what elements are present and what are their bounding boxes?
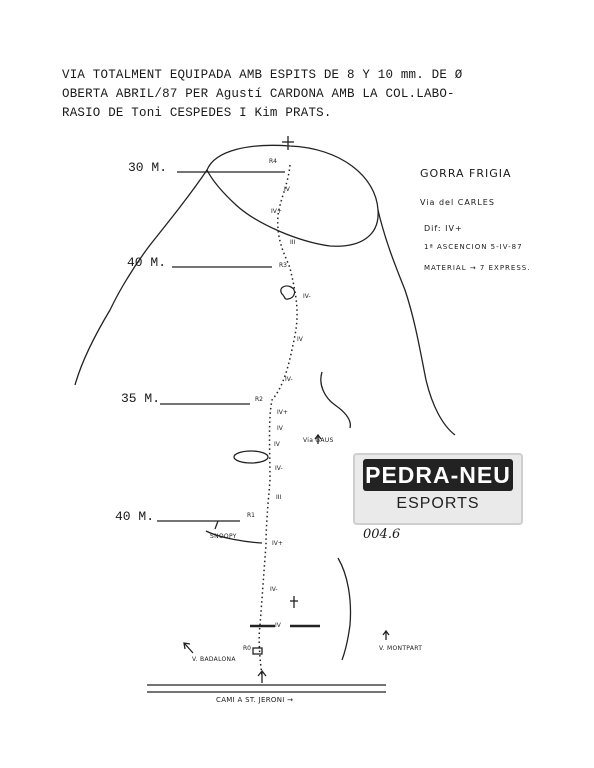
grade-label: IV+: [272, 540, 283, 547]
belay-r3: R3: [279, 262, 287, 269]
grade-label: IV-: [285, 376, 293, 383]
grade-label: IV: [274, 441, 280, 448]
grade-label: IV+: [271, 208, 282, 215]
grade-label: IV-: [270, 586, 278, 593]
belay-r0: R0: [243, 645, 251, 652]
pitch-length-1: 40 M.: [115, 509, 155, 524]
grade-label: III: [276, 494, 282, 501]
description-line-3: RASIO DE Toni CESPEDES I Kim PRATS.: [62, 106, 332, 120]
grade-label: IV: [284, 186, 290, 193]
path-label: CAMI A ST. JERONI →: [216, 696, 294, 704]
snoopy-label: SNOOPY: [210, 533, 237, 540]
first-ascent: 1ª ASCENCION 5-IV-87: [424, 243, 523, 251]
pedra-neu-logo: [353, 453, 523, 525]
belay-r1: R1: [247, 512, 255, 519]
grade-label: IV-: [275, 465, 283, 472]
belay-r4: R4: [269, 158, 277, 165]
summit-outline: [207, 145, 378, 246]
grade-label: IV-: [303, 293, 311, 300]
v-montpart-label: V. MONTPART: [379, 645, 423, 652]
logo-subtitle: ESPORTS: [396, 495, 480, 512]
pitch-length-2: 35 M.: [121, 391, 161, 406]
v-badalona-label: V. BADALONA: [192, 656, 236, 663]
description-line-1: VIA TOTALMENT EQUIPADA AMB ESPITS DE 8 Y 10 mm. DE Ø: [62, 68, 463, 82]
via-gaus-label: Via GAUS: [303, 437, 334, 444]
belay-r2: R2: [255, 396, 263, 403]
route-name: GORRA FRIGIA: [420, 167, 512, 180]
route-difficulty: Dif: IV+: [424, 224, 463, 233]
pitch-length-4: 30 M.: [128, 160, 168, 175]
grade-label: IV: [277, 425, 283, 432]
left-wall-outline: [75, 170, 207, 385]
logo-brand: PEDRA-NEU: [363, 459, 513, 491]
material: MATERIAL → 7 EXPRESS.: [424, 264, 531, 272]
grade-label: IV: [297, 336, 303, 343]
grade-label: IV+: [277, 409, 288, 416]
description-line-2: OBERTA ABRIL/87 PER Agustí CARDONA AMB LA COL.LABO-: [62, 87, 455, 101]
reference-number: 004.6: [363, 527, 401, 542]
route-subtitle: Via del CARLES: [420, 198, 495, 207]
grade-label: III: [290, 239, 296, 246]
grade-label: IV: [275, 622, 281, 629]
pitch-length-3: 40 M.: [127, 255, 167, 270]
